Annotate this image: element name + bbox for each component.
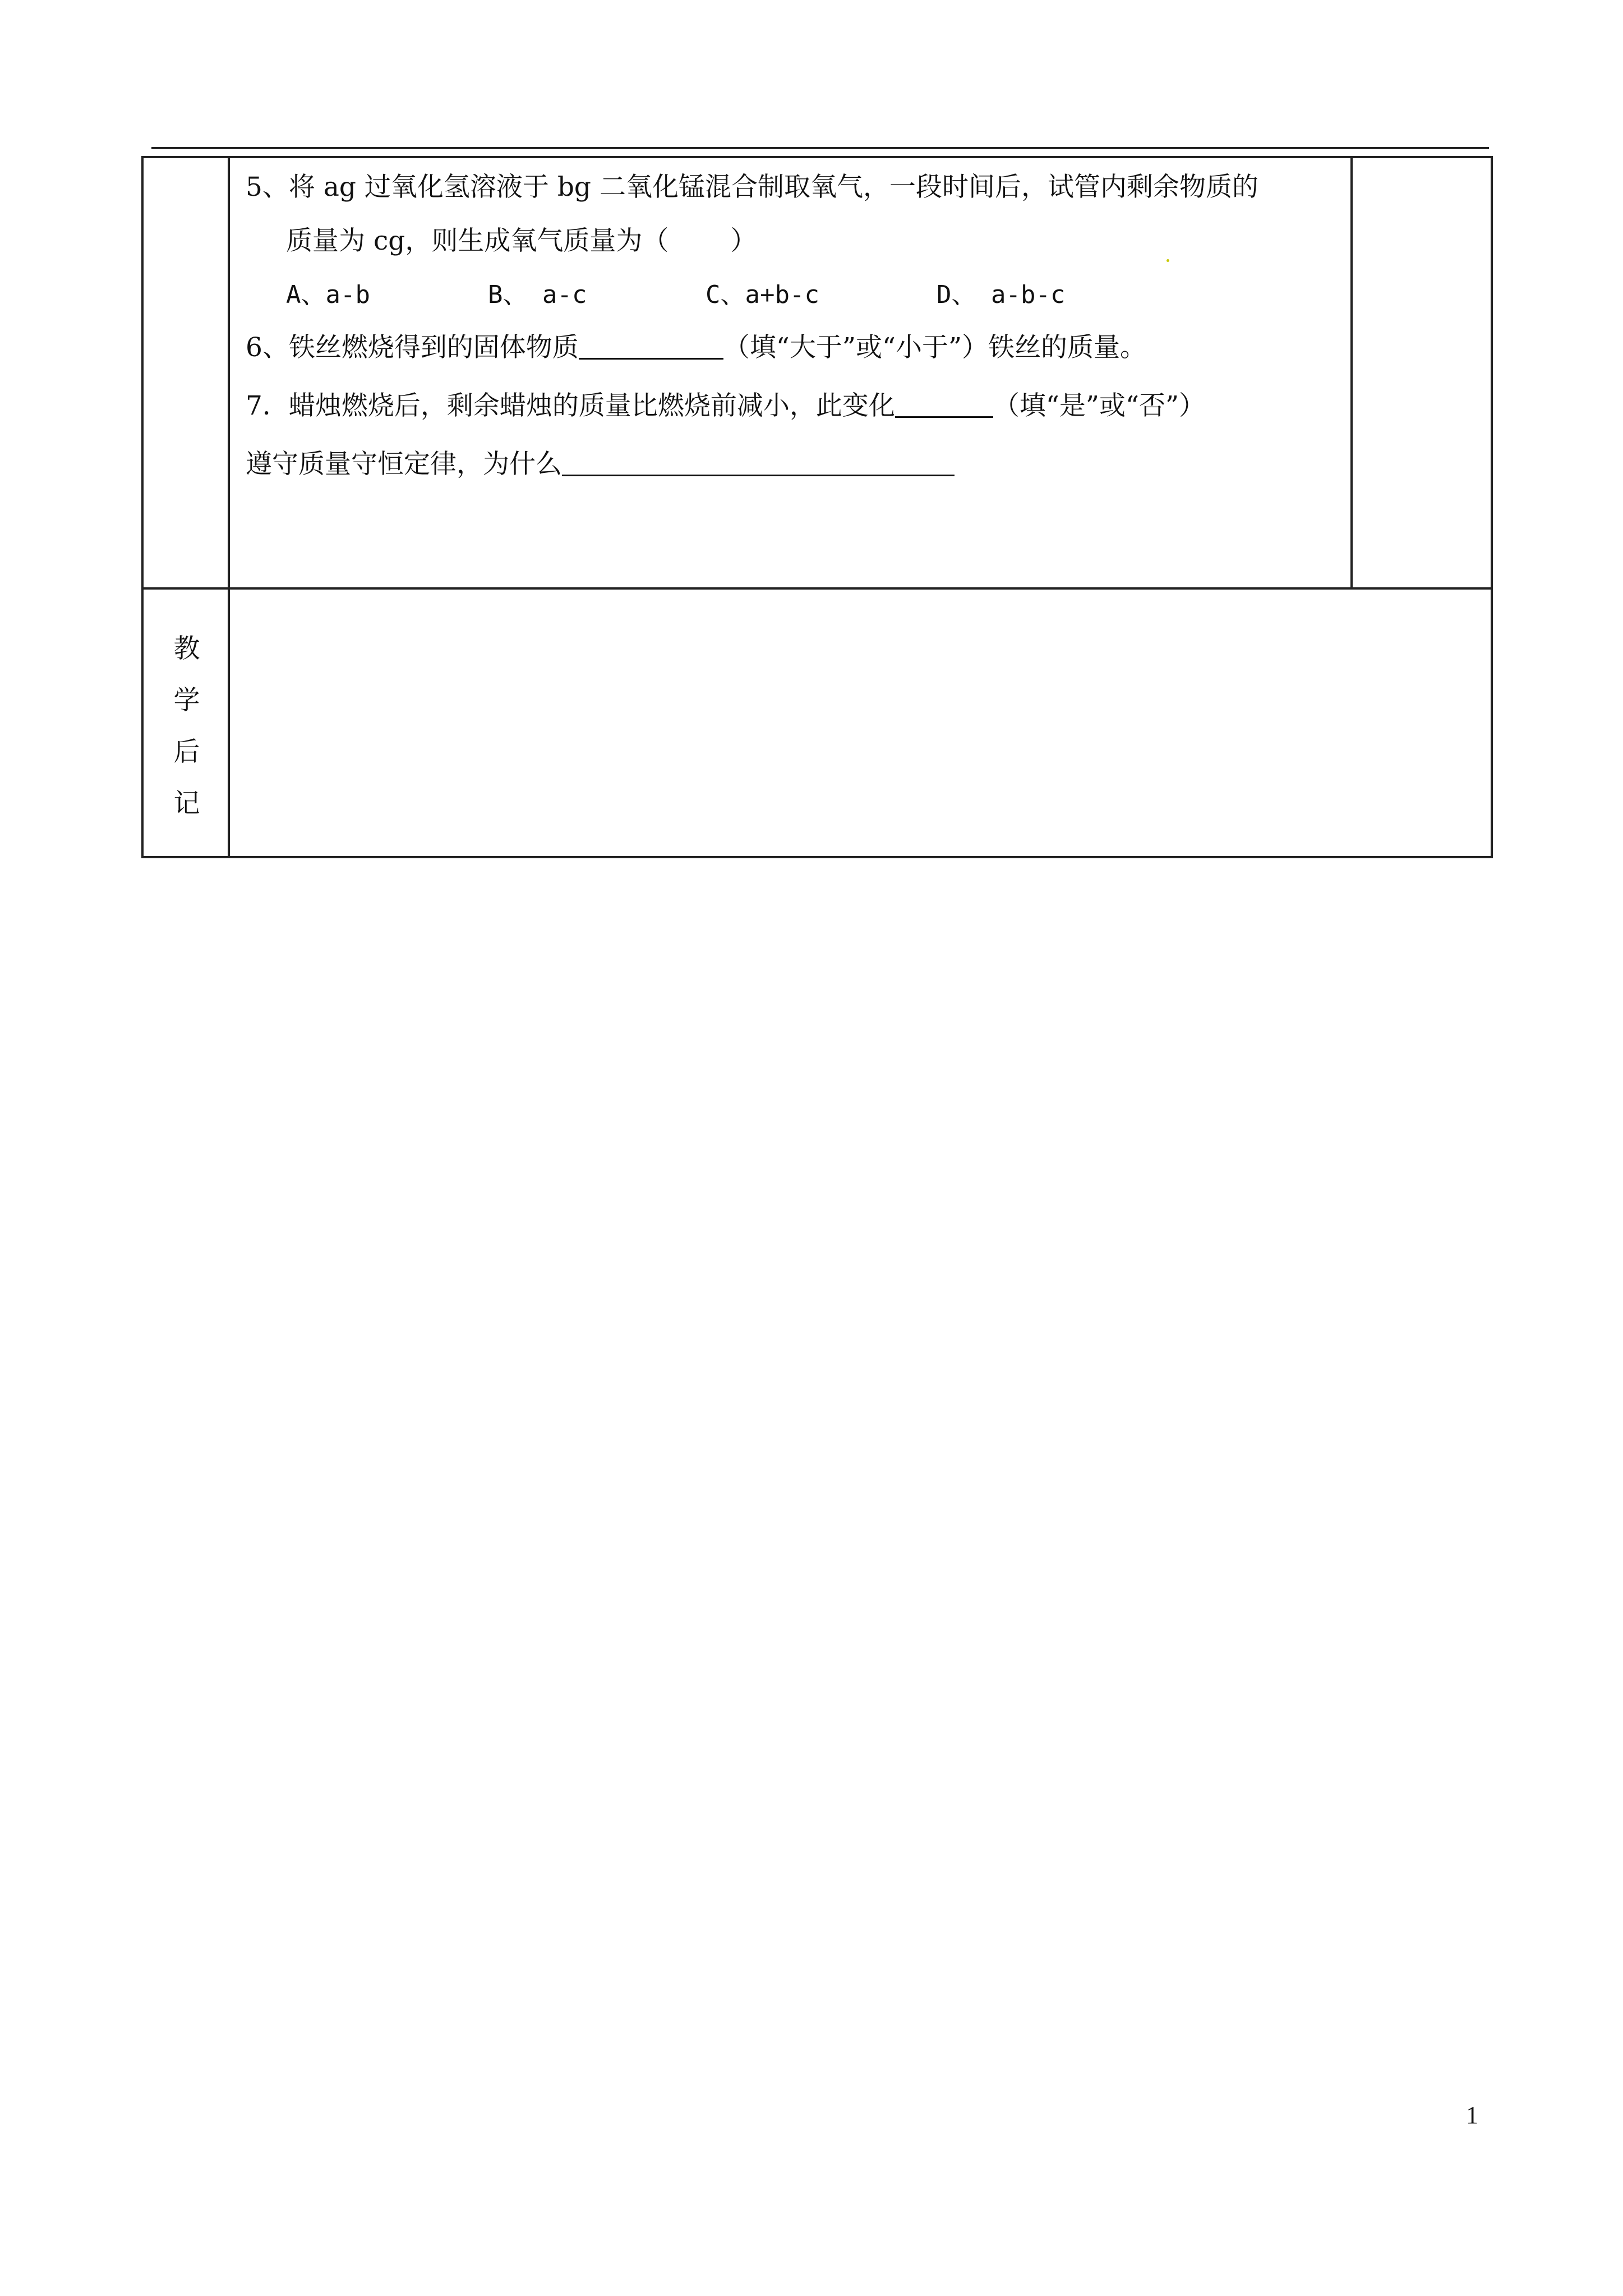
reflection-label-char-1: 教 [173, 633, 200, 664]
exercise-notes-cell [1352, 157, 1492, 588]
q7-line1-prefix: 7．蜡烛燃烧后，剩余蜡烛的质量比燃烧前减小，此变化 [246, 390, 895, 421]
reflection-content-cell[interactable] [229, 588, 1492, 857]
q6-line [246, 330, 1146, 365]
q7-line2 [246, 447, 955, 481]
header-rule [151, 147, 1489, 149]
reflection-label-cell [142, 588, 229, 857]
reflection-row [142, 588, 1492, 857]
q6-suffix: （填“大于”或“小于”）铁丝的质量。 [723, 332, 1147, 363]
q7-line1-suffix: （填“是”或“否”） [993, 390, 1206, 421]
reflection-label-char-4: 记 [173, 788, 200, 819]
lesson-table [141, 156, 1493, 858]
q5-line2-suffix: ） [730, 226, 757, 256]
q7-line1 [246, 388, 1205, 423]
reflection-label-char-3: 后 [173, 737, 200, 767]
q5-option-d[interactable]: D、 a-b-c [937, 280, 1066, 309]
q5-option-a[interactable]: A、a-b [286, 280, 370, 309]
stray-dot [1166, 259, 1169, 262]
q7-answer-blank[interactable] [895, 388, 993, 418]
q7-reason-blank[interactable] [562, 447, 955, 476]
q5-option-b[interactable]: B、 a-c [488, 280, 587, 309]
q7-line2-prefix: 遵守质量守恒定律，为什么 [246, 449, 562, 480]
reflection-label-char-2: 学 [173, 685, 200, 716]
q6-answer-blank[interactable] [579, 330, 723, 360]
exercise-content-cell [229, 157, 1352, 588]
q5-line2-prefix: 质量为 cg，则生成氧气质量为（ [286, 226, 669, 256]
exercise-label-cell [142, 157, 229, 588]
q5-line1: 5、将 ag 过氧化氢溶液于 bg 二氧化锰混合制取氧气，一段时间后，试管内剩余物质的 [246, 172, 1258, 203]
q5-options [286, 278, 1065, 312]
q5-line2 [286, 224, 757, 258]
q6-prefix: 6、铁丝燃烧得到的固体物质 [246, 332, 579, 363]
q5-option-c[interactable]: C、a+b-c [706, 280, 819, 309]
page-number: 1 [1466, 2101, 1478, 2129]
exercise-row [142, 157, 1492, 588]
